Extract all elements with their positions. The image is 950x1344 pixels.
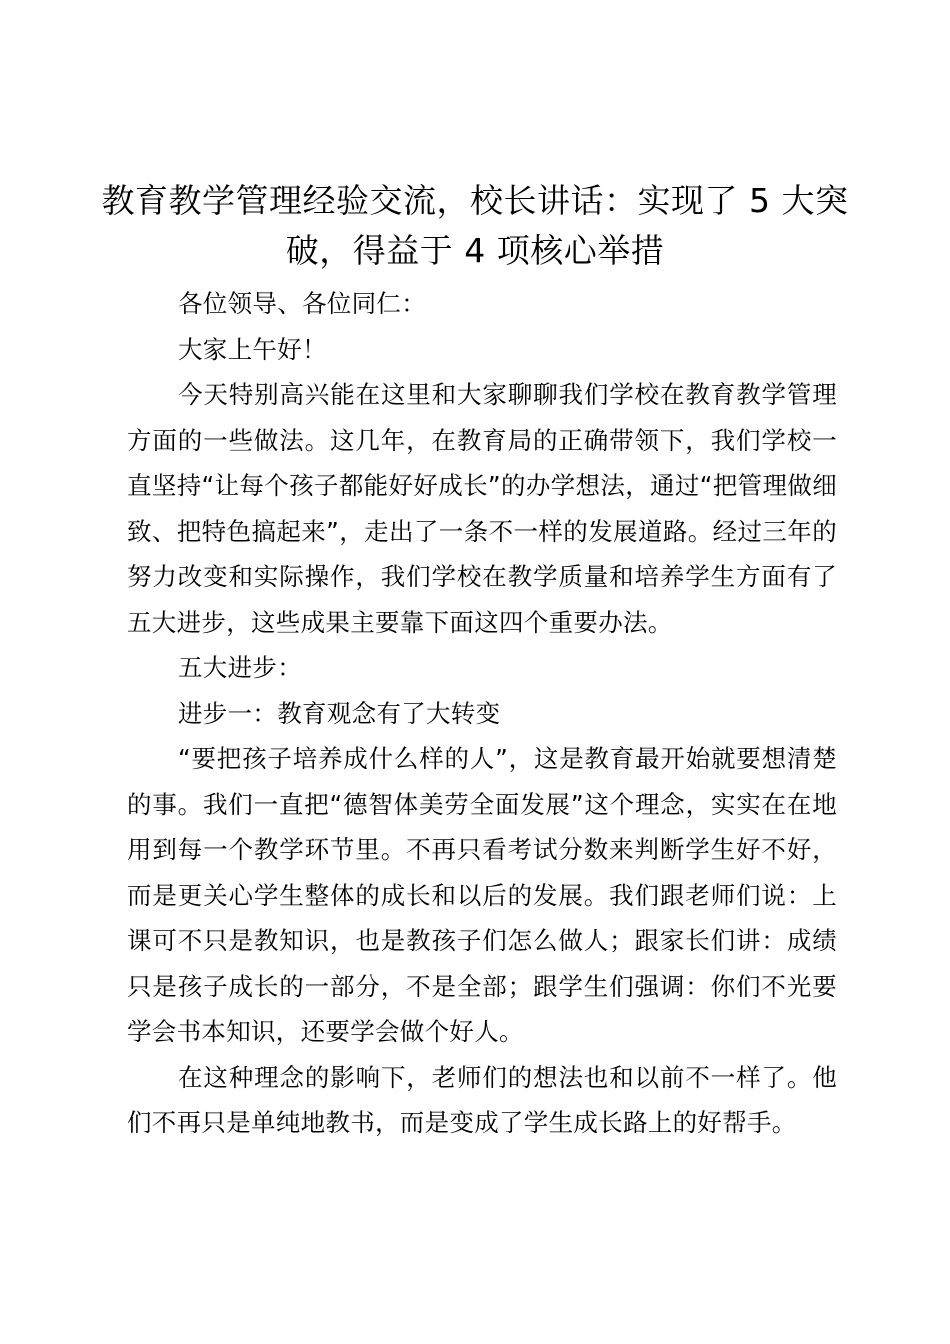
document-body	[127, 281, 837, 1146]
salutation-paragraph: 大家上午好！	[178, 334, 327, 364]
greeting-paragraph: 各位领导、各位同仁：	[178, 289, 426, 318]
section-heading: 五大进步：	[178, 653, 302, 682]
subsection-heading: 进步一：教育观念有了大转变	[178, 698, 501, 728]
body-paragraph: 在这种理念的影响下，老师们的想法也和以前不一样了。他们不再只是单纯地教书，而是变成了学生成长路上的好帮手。	[127, 1062, 837, 1137]
intro-paragraph: 今天特别高兴能在这里和大家聊聊我们学校在教育教学管理方面的一些做法。这几年，在教育局的正确带领下，我们学校一直坚持“让每个孩子都能好好成长”的办学想法，通过“把管理做细致、把特色搞起来”，走出了一条不一样的发展道路。经过三年的努力改变和实际操作，我们学校在教学质量和培养学生方面有了五大进步，这些成果主要靠下面这四个重要办法。	[127, 380, 837, 637]
body-paragraph: “要把孩子培养成什么样的人”，这是教育最开始就要想清楚的事。我们一直把“德智体美劳全面发展”这个理念，实实在在地用到每一个教学环节里。不再只看考试分数来判断学生好不好，而是更关心学生整体的成长和以后的发展。我们跟老师们说：上课可不只是教知识，也是教孩子们怎么做人；跟家长们讲：成绩只是孩子成长的一部分，不是全部；跟学生们强调：你们不光要学会书本知识，还要学会做个好人。	[127, 744, 837, 1046]
document-title: 教育教学管理经验交流，校长讲话：实现了 5 大突破，得益于 4 项核心举措	[101, 181, 849, 270]
